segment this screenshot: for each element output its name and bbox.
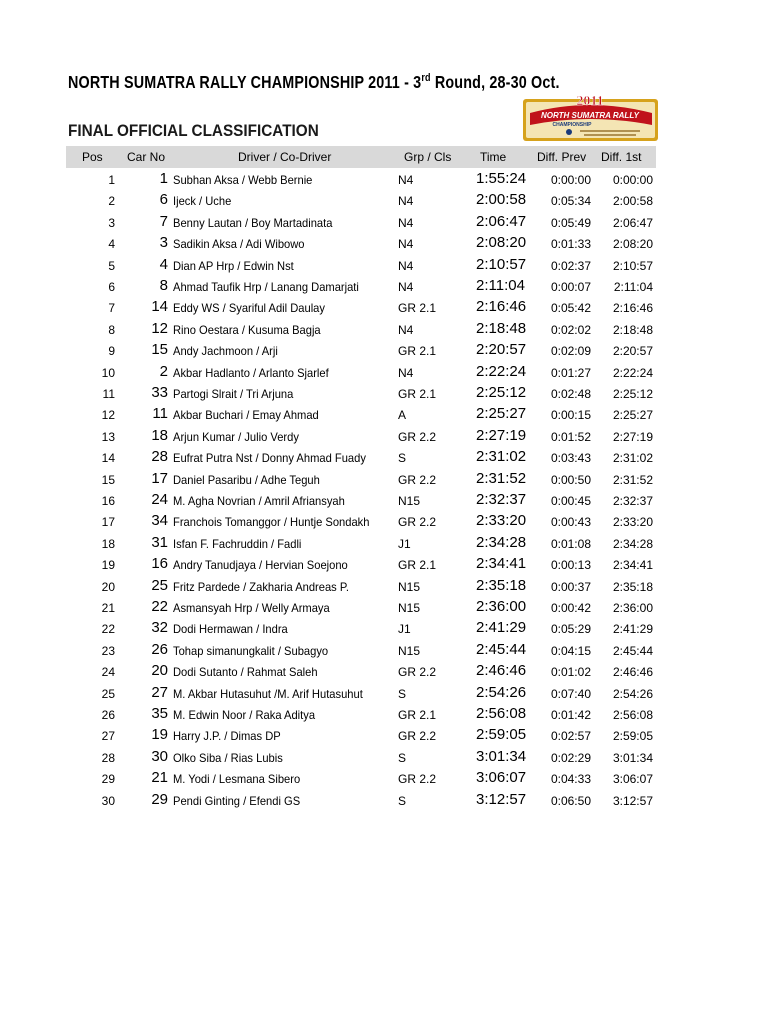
row-time: 2:11:04 (476, 277, 525, 294)
title-tail: Round, 28-30 Oct. (430, 72, 560, 92)
row-group: GR 2.1 (398, 387, 437, 401)
row-driver: Subhan Aksa / Webb Bernie (173, 173, 313, 187)
row-car-no: 24 (151, 491, 168, 508)
row-time: 2:27:19 (476, 426, 527, 444)
row-diff-prev: 0:01:33 (550, 237, 591, 252)
row-pos: 28 (101, 750, 115, 765)
row-group: GR 2.1 (398, 301, 437, 316)
row-time: 2:31:02 (476, 448, 527, 466)
row-diff-prev: 0:05:42 (550, 301, 591, 316)
table-row (66, 747, 656, 768)
row-diff-1st: 2:00:58 (612, 194, 653, 209)
row-car-no: 31 (151, 533, 168, 551)
row-driver: Ahmad Taufik Hrp / Lanang Damarjati (173, 280, 359, 294)
row-diff-prev: 0:02:48 (550, 387, 591, 401)
row-group: S (398, 686, 407, 701)
row-time: 2:32:37 (476, 491, 527, 508)
row-time: 2:25:12 (476, 384, 527, 401)
row-diff-prev: 0:05:29 (550, 622, 591, 637)
row-car-no: 11 (152, 405, 168, 423)
row-diff-1st: 2:18:48 (612, 322, 653, 337)
document-title (68, 72, 560, 93)
table-row (66, 661, 656, 682)
row-group: S (398, 451, 407, 466)
table-row (66, 404, 656, 425)
row-car-no: 3 (159, 234, 168, 252)
col-diff-prev-header: Diff. Prev (537, 150, 587, 164)
row-time: 2:25:27 (476, 405, 527, 423)
row-time: 2:31:52 (476, 469, 527, 487)
row-driver: Sadikin Aksa / Adi Wibowo (173, 237, 305, 252)
row-diff-prev: 0:00:15 (550, 408, 591, 423)
table-row (66, 576, 656, 597)
row-group: N4 (398, 365, 414, 380)
row-diff-1st: 3:06:07 (612, 772, 653, 787)
row-group: N15 (398, 494, 421, 508)
row-pos: 22 (101, 622, 115, 637)
row-driver: Isfan F. Fachruddin / Fadli (173, 536, 302, 551)
row-time: 2:41:29 (476, 619, 527, 637)
row-group: GR 2.2 (398, 429, 437, 444)
row-time: 2:20:57 (476, 341, 527, 359)
row-group: GR 2.2 (398, 772, 437, 787)
row-car-no: 21 (151, 769, 168, 787)
row-diff-1st: 2:31:02 (612, 451, 653, 466)
row-diff-1st: 2:54:26 (612, 686, 653, 701)
row-driver: Dodi Sutanto / Rahmat Saleh (173, 665, 318, 680)
table-row (66, 554, 656, 575)
table-row (66, 597, 656, 618)
row-diff-prev: 0:00:07 (550, 280, 591, 294)
row-driver: Harry J.P. / Dimas DP (173, 729, 281, 744)
row-pos: 25 (101, 686, 115, 701)
table-row (66, 683, 656, 704)
row-group: GR 2.2 (398, 665, 437, 680)
row-pos: 16 (101, 494, 115, 508)
row-diff-1st: 2:33:20 (612, 515, 653, 530)
row-diff-prev: 0:02:09 (550, 344, 591, 359)
row-diff-1st: 2:59:05 (612, 729, 653, 744)
logo-year: 2011 (576, 94, 604, 109)
row-group: GR 2.1 (398, 708, 437, 722)
row-time: 2:45:44 (476, 640, 527, 658)
row-car-no: 8 (159, 277, 168, 294)
row-diff-1st: 2:25:12 (612, 387, 653, 401)
row-driver: Benny Lautan / Boy Martadinata (173, 215, 333, 230)
row-time: 2:59:05 (476, 726, 527, 744)
row-time: 3:06:07 (476, 769, 527, 787)
row-pos: 8 (108, 322, 115, 337)
row-pos: 5 (108, 258, 115, 273)
row-diff-1st: 2:31:52 (612, 472, 653, 487)
table-row (66, 383, 656, 404)
row-diff-prev: 0:00:00 (550, 173, 591, 187)
rally-championship-logo (522, 91, 659, 142)
row-driver: M. Edwin Noor / Raka Aditya (173, 708, 316, 722)
row-diff-1st: 2:08:20 (612, 237, 653, 252)
row-diff-prev: 0:02:02 (550, 322, 591, 337)
row-time: 2:22:24 (476, 362, 527, 380)
table-row (66, 233, 656, 254)
row-diff-prev: 0:00:13 (550, 558, 591, 573)
table-row (66, 319, 656, 340)
row-pos: 20 (101, 579, 115, 594)
row-car-no: 19 (151, 726, 168, 744)
table-row (66, 469, 656, 490)
row-group: J1 (398, 622, 411, 637)
col-pos-header: Pos (82, 150, 103, 164)
row-time: 1:55:24 (476, 170, 527, 187)
row-diff-1st: 2:45:44 (612, 643, 653, 658)
row-diff-1st: 2:25:27 (612, 408, 653, 423)
row-pos: 23 (101, 643, 115, 658)
row-pos: 9 (108, 344, 115, 359)
row-car-no: 16 (151, 555, 168, 573)
row-pos: 14 (101, 451, 115, 466)
row-driver: Rino Oestara / Kusuma Bagja (173, 322, 321, 337)
row-car-no: 34 (151, 512, 168, 530)
row-driver: M. Yodi / Lesmana Sibero (173, 772, 301, 787)
row-group: N4 (398, 194, 414, 209)
row-diff-prev: 0:05:34 (550, 194, 591, 209)
table-row (66, 640, 656, 661)
row-diff-1st: 2:36:00 (612, 601, 653, 615)
row-car-no: 29 (151, 790, 168, 808)
row-group: N15 (398, 579, 421, 594)
logo-line2: CHAMPIONSHIP (552, 122, 592, 128)
row-driver: Fritz Pardede / Zakharia Andreas P. (173, 579, 349, 594)
row-driver: Asmansyah Hrp / Welly Armaya (173, 601, 330, 615)
row-diff-prev: 0:01:42 (550, 708, 591, 722)
row-diff-prev: 0:05:49 (550, 215, 591, 230)
logo-line1: NORTH SUMATRA RALLY (541, 111, 639, 120)
row-pos: 6 (108, 280, 115, 294)
row-diff-1st: 2:34:41 (612, 558, 653, 573)
row-diff-prev: 0:00:50 (550, 472, 591, 487)
row-diff-prev: 0:07:40 (550, 686, 591, 701)
row-diff-prev: 0:00:43 (550, 515, 591, 530)
row-pos: 19 (101, 558, 115, 573)
row-diff-1st: 3:12:57 (612, 793, 653, 808)
row-driver: Ijeck / Uche (173, 194, 232, 209)
row-time: 2:54:26 (476, 683, 527, 701)
row-driver: Franchois Tomanggor / Huntje Sondakh (173, 515, 370, 530)
table-row (66, 790, 656, 811)
row-driver: Akbar Hadlanto / Arlanto Sjarlef (173, 365, 329, 380)
row-diff-prev: 0:01:02 (550, 665, 591, 680)
row-diff-prev: 0:02:37 (550, 258, 591, 273)
row-car-no: 4 (159, 255, 168, 273)
row-car-no: 35 (151, 705, 168, 722)
row-pos: 11 (102, 387, 115, 401)
col-driver-header: Driver / Co-Driver (238, 150, 332, 164)
table-row (66, 511, 656, 532)
row-diff-1st: 2:10:57 (612, 258, 653, 273)
table-row (66, 169, 656, 190)
row-diff-prev: 0:02:29 (550, 750, 591, 765)
row-time: 2:46:46 (476, 662, 527, 680)
row-diff-prev: 0:04:15 (550, 643, 591, 658)
row-driver: Andy Jachmoon / Arji (173, 344, 278, 359)
row-pos: 12 (101, 408, 115, 423)
row-group: GR 2.1 (398, 344, 437, 359)
row-car-no: 6 (159, 191, 168, 209)
row-car-no: 20 (151, 662, 168, 680)
row-diff-prev: 0:01:08 (550, 536, 591, 551)
row-car-no: 12 (151, 319, 168, 337)
table-row (66, 255, 656, 276)
table-row (66, 297, 656, 318)
row-group: GR 2.2 (398, 515, 437, 530)
row-group: GR 2.2 (398, 472, 437, 487)
table-row (66, 704, 656, 725)
row-group: N4 (398, 322, 414, 337)
row-pos: 21 (101, 601, 115, 615)
table-row (66, 212, 656, 233)
table-header (66, 146, 656, 168)
table-row (66, 447, 656, 468)
table-row (66, 768, 656, 789)
row-car-no: 1 (159, 170, 168, 187)
row-group: N4 (398, 215, 414, 230)
row-group: N4 (398, 280, 414, 294)
row-car-no: 33 (151, 384, 168, 401)
row-car-no: 26 (151, 640, 168, 658)
row-diff-1st: 2:27:19 (612, 429, 653, 444)
row-group: A (398, 408, 407, 423)
row-diff-1st: 2:06:47 (612, 215, 653, 230)
row-diff-prev: 0:00:45 (550, 494, 591, 508)
row-driver: Eddy WS / Syariful Adil Daulay (173, 301, 325, 316)
row-time: 2:33:20 (476, 512, 527, 530)
row-car-no: 25 (151, 576, 168, 594)
row-diff-1st: 2:11:04 (613, 280, 653, 294)
row-car-no: 15 (151, 341, 168, 359)
row-group: S (398, 750, 407, 765)
row-driver: Andry Tanudjaya / Hervian Soejono (173, 558, 348, 573)
row-time: 2:18:48 (476, 319, 527, 337)
row-pos: 18 (101, 536, 115, 551)
row-pos: 10 (101, 365, 115, 380)
row-pos: 26 (101, 708, 115, 722)
row-group: N4 (398, 237, 414, 252)
row-pos: 29 (101, 772, 115, 787)
row-driver: M. Agha Novrian / Amril Afriansyah (173, 494, 345, 508)
row-car-no: 18 (151, 426, 168, 444)
row-group: GR 2.2 (398, 729, 437, 744)
row-pos: 3 (108, 215, 115, 230)
row-car-no: 2 (159, 362, 168, 380)
row-group: N4 (398, 173, 414, 187)
table-row (66, 340, 656, 361)
row-pos: 1 (108, 173, 115, 187)
col-time-header: Time (480, 150, 507, 164)
col-car-header: Car No (127, 150, 166, 164)
table-row (66, 725, 656, 746)
table-row (66, 618, 656, 639)
col-diff-1st-header: Diff. 1st (601, 150, 642, 164)
row-car-no: 28 (151, 448, 168, 466)
row-group: J1 (398, 536, 411, 551)
row-driver: Akbar Buchari / Emay Ahmad (173, 408, 319, 423)
row-time: 2:00:58 (476, 191, 527, 209)
row-group: N15 (398, 643, 421, 658)
row-driver: Pendi Ginting / Efendi GS (173, 793, 301, 808)
row-car-no: 14 (151, 298, 168, 316)
row-driver: Tohap simanungkalit / Subagyo (173, 643, 329, 658)
row-diff-1st: 2:56:08 (612, 708, 653, 722)
row-diff-prev: 0:06:50 (550, 793, 591, 808)
row-diff-1st: 2:35:18 (612, 579, 653, 594)
title-main: NORTH SUMATRA RALLY CHAMPIONSHIP 2011 - 3 (68, 72, 422, 92)
row-car-no: 30 (151, 747, 168, 765)
row-time: 2:34:28 (476, 533, 527, 551)
row-diff-prev: 0:00:37 (550, 579, 591, 594)
row-group: GR 2.1 (398, 558, 437, 573)
row-diff-1st: 2:34:28 (612, 536, 653, 551)
row-diff-prev: 0:01:27 (550, 365, 591, 380)
row-time: 2:36:00 (476, 598, 527, 615)
row-diff-1st: 2:22:24 (612, 365, 653, 380)
col-grp-header: Grp / Cls (404, 150, 452, 164)
row-car-no: 27 (151, 683, 168, 701)
table-row (66, 362, 656, 383)
row-driver: Olko Siba / Rias Lubis (173, 750, 283, 765)
row-time: 2:34:41 (476, 555, 527, 573)
row-car-no: 17 (151, 469, 168, 487)
row-time: 3:01:34 (476, 747, 527, 765)
table-row (66, 190, 656, 211)
row-time: 2:10:57 (476, 255, 527, 273)
row-driver: Daniel Pasaribu / Adhe Teguh (173, 472, 320, 487)
row-pos: 24 (101, 665, 115, 680)
row-group: N15 (398, 601, 421, 615)
row-driver: Eufrat Putra Nst / Donny Ahmad Fuady (173, 451, 366, 466)
row-driver: Dian AP Hrp / Edwin Nst (173, 258, 294, 273)
row-diff-1st: 3:01:34 (612, 750, 653, 765)
row-pos: 7 (108, 301, 115, 316)
row-driver: Arjun Kumar / Julio Verdy (173, 429, 299, 444)
row-pos: 30 (101, 793, 115, 808)
row-group: S (398, 793, 407, 808)
row-pos: 2 (108, 194, 115, 209)
row-pos: 4 (108, 237, 115, 252)
title-superscript: rd (421, 72, 431, 84)
table-row (66, 426, 656, 447)
table-row (66, 276, 656, 297)
row-time: 2:35:18 (476, 576, 527, 594)
row-car-no: 32 (151, 619, 168, 637)
row-pos: 27 (101, 729, 115, 744)
classification-subtitle: FINAL OFFICIAL CLASSIFICATION (68, 121, 319, 140)
row-diff-1st: 2:41:29 (612, 622, 653, 637)
row-driver: Dodi Hermawan / Indra (173, 622, 288, 637)
row-time: 2:08:20 (476, 234, 527, 252)
row-pos: 17 (101, 515, 115, 530)
row-diff-prev: 0:03:43 (550, 451, 591, 466)
row-car-no: 22 (151, 598, 168, 615)
row-diff-1st: 2:32:37 (612, 494, 653, 508)
row-diff-1st: 0:00:00 (612, 173, 653, 187)
row-time: 2:16:46 (476, 298, 527, 316)
row-driver: Partogi Slrait / Tri Arjuna (173, 387, 294, 401)
row-pos: 15 (101, 472, 115, 487)
row-time: 2:56:08 (476, 705, 527, 722)
row-diff-1st: 2:46:46 (612, 665, 653, 680)
row-group: N4 (398, 258, 414, 273)
row-diff-prev: 0:02:57 (550, 729, 591, 744)
table-row (66, 490, 656, 511)
row-diff-1st: 2:16:46 (612, 301, 653, 316)
row-pos: 13 (101, 429, 115, 444)
row-diff-prev: 0:00:42 (550, 601, 591, 615)
row-diff-1st: 2:20:57 (612, 344, 653, 359)
row-diff-prev: 0:04:33 (550, 772, 591, 787)
row-driver: M. Akbar Hutasuhut /M. Arif Hutasuhut (173, 686, 363, 701)
row-time: 2:06:47 (476, 212, 527, 230)
table-row (66, 533, 656, 554)
row-time: 3:12:57 (476, 790, 527, 808)
row-car-no: 7 (159, 212, 168, 230)
row-diff-prev: 0:01:52 (550, 429, 591, 444)
